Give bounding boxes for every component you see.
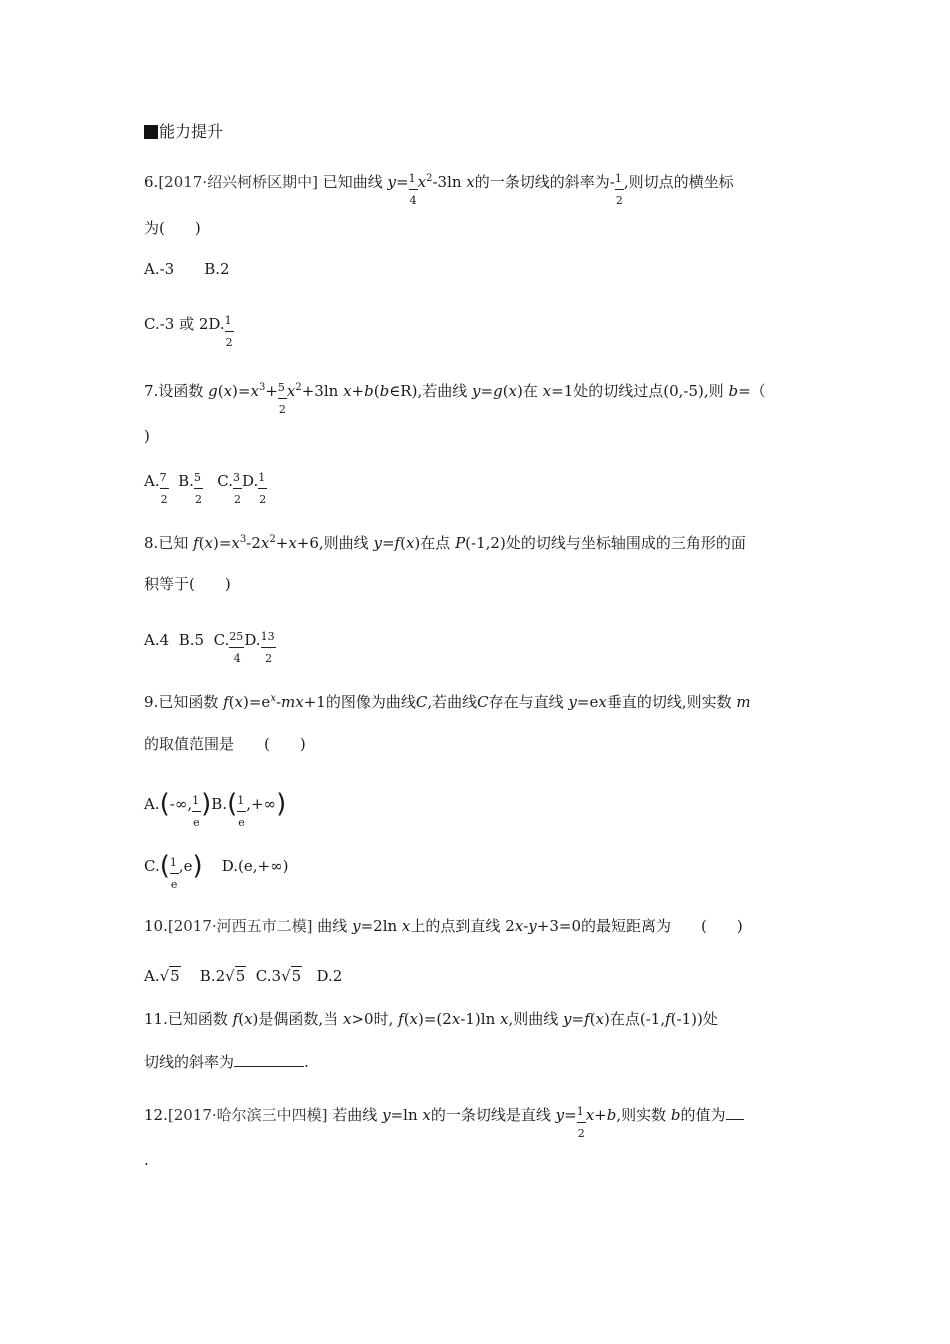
option-c[interactable]: C.-3 或 2 bbox=[144, 315, 209, 333]
formula: y=g(x) bbox=[472, 382, 523, 400]
answer-blank[interactable] bbox=[234, 1052, 304, 1067]
question-6-options-row-2 bbox=[144, 314, 234, 349]
square-bullet-icon bbox=[144, 125, 158, 139]
formula: $f(x)=e^x-mx+1$ bbox=[223, 693, 326, 711]
option-c[interactable]: C.( $\frac{1}{e}$ ,e) bbox=[144, 851, 203, 891]
question-text: 的一条切线的斜率为 bbox=[474, 173, 610, 191]
question-7-options bbox=[144, 471, 267, 506]
formula: f(x)=(2x-1)ln x bbox=[398, 1010, 509, 1028]
option-b[interactable]: B.( $\frac{1}{e}$ ,+∞) bbox=[211, 789, 287, 829]
formula: $f(x)=x^3-2x^2+x+6$ bbox=[193, 534, 319, 552]
question-9-line-1: 9.已知函数 $f(x)=e^x-mx+1$的图像为曲线C,若曲线C存在与直线 y=ex垂直的切线,则实数 m bbox=[144, 693, 751, 711]
question-6-options-row-1 bbox=[144, 259, 230, 279]
question-8-line-1 bbox=[144, 533, 746, 553]
question-text: 是偶函数,当 bbox=[258, 1010, 339, 1028]
question-number: 6. bbox=[144, 173, 159, 191]
option-b[interactable]: B.5 bbox=[178, 631, 205, 649]
question-text: 的取值范围是 ( ) bbox=[144, 735, 306, 753]
question-text: 上的点到直线 bbox=[410, 917, 501, 935]
formula: y= $\frac{1}{4}$ $x^2-3\ln$ x bbox=[387, 172, 475, 207]
formula: x>0 bbox=[342, 1010, 374, 1028]
question-text: 的值为 bbox=[680, 1106, 726, 1124]
formula: - $\frac{1}{2}$ bbox=[609, 172, 623, 207]
question-10-line-1 bbox=[144, 916, 743, 936]
formula: $g(x)=x^3+$ $\frac{5}{2}$ $x^2+3\ln$ x+b(b∈R) bbox=[208, 381, 418, 416]
option-d[interactable]: D. $\frac{13}{2}$ bbox=[244, 630, 275, 665]
question-number: 11. bbox=[144, 1010, 168, 1028]
answer-blank[interactable] bbox=[726, 1105, 744, 1120]
question-text: 已知曲线 bbox=[322, 173, 383, 191]
question-text: 处的切线与坐标轴围成的三角形的面 bbox=[505, 534, 746, 552]
option-c[interactable]: C.3√5 bbox=[255, 967, 302, 985]
question-text: 的一条切线是直线 bbox=[430, 1106, 551, 1124]
question-12-line-2 bbox=[144, 1150, 149, 1170]
formula: y=ex bbox=[568, 693, 607, 711]
option-d[interactable]: D.(e,+∞) bbox=[221, 857, 289, 875]
question-text: 在点 bbox=[420, 534, 451, 552]
question-8-line-2 bbox=[144, 574, 231, 594]
option-b[interactable]: B. $\frac{5}{2}$ bbox=[178, 471, 202, 506]
option-d[interactable]: D.2 bbox=[316, 967, 343, 985]
question-9-options-row-1 bbox=[144, 789, 287, 829]
option-d[interactable]: D. $\frac{1}{2}$ bbox=[241, 471, 267, 506]
question-text: ,则切点的横坐标 bbox=[623, 173, 734, 191]
question-number: 7. bbox=[144, 382, 159, 400]
question-text: ,若曲线 bbox=[427, 693, 478, 711]
formula: y= $\frac{1}{2}$ x+b bbox=[555, 1105, 617, 1140]
option-c[interactable]: C. $\frac{3}{2}$ bbox=[217, 471, 241, 506]
question-text: 处的切线过点(0,-5),则 bbox=[573, 382, 724, 400]
formula: y=f(x) bbox=[563, 1010, 610, 1028]
formula: y=f(x) bbox=[373, 534, 421, 552]
question-text: 垂直的切线,则实数 bbox=[606, 693, 732, 711]
question-text: 在点(-1, bbox=[609, 1010, 666, 1028]
section-header bbox=[144, 122, 223, 142]
section-title: 能力提升 bbox=[159, 122, 224, 141]
question-7-line-1 bbox=[144, 381, 766, 416]
question-text: 若曲线 bbox=[332, 1106, 378, 1124]
question-text: 处 bbox=[702, 1010, 718, 1028]
formula: f(-1)) bbox=[665, 1010, 703, 1028]
option-a[interactable]: A.(-∞, $\frac{1}{e}$ ) bbox=[144, 789, 212, 829]
question-text: 在 bbox=[522, 382, 538, 400]
question-9-options-row-2 bbox=[144, 851, 289, 891]
question-text: 为( ) bbox=[144, 219, 201, 237]
question-text: 已知 bbox=[158, 534, 189, 552]
question-text: 已知函数 bbox=[158, 693, 219, 711]
question-6-line-2 bbox=[144, 218, 201, 238]
question-number: 9. bbox=[144, 693, 159, 711]
question-text: 设函数 bbox=[158, 382, 204, 400]
option-c[interactable]: C. $\frac{25}{4}$ bbox=[213, 630, 244, 665]
question-7-line-2 bbox=[144, 426, 150, 446]
formula: f(x) bbox=[232, 1010, 259, 1028]
question-text: 存在与直线 bbox=[488, 693, 564, 711]
option-a[interactable]: A. $\frac{7}{2}$ bbox=[144, 471, 168, 506]
question-text: ,则实数 bbox=[616, 1106, 667, 1124]
question-9-line-2 bbox=[144, 734, 306, 754]
question-number: 8. bbox=[144, 534, 159, 552]
question-text: 切线的斜率为 bbox=[144, 1053, 235, 1071]
question-source: [2017·绍兴柯桥区期中] bbox=[158, 173, 318, 191]
question-text: 已知函数 bbox=[167, 1010, 228, 1028]
question-8-options bbox=[144, 630, 276, 665]
formula: y=ln x bbox=[382, 1106, 431, 1124]
option-a[interactable]: A.√5 bbox=[144, 967, 180, 985]
question-text: 的最短距离为 ( ) bbox=[581, 917, 743, 935]
formula: y=2ln x bbox=[352, 917, 411, 935]
question-text: 曲线 bbox=[317, 917, 348, 935]
question-text: 时, bbox=[373, 1010, 394, 1028]
formula: b=（ bbox=[728, 382, 766, 400]
question-text: . bbox=[304, 1053, 309, 1071]
question-text: ) bbox=[144, 427, 150, 445]
formula: x=1 bbox=[542, 382, 574, 400]
question-11-line-1 bbox=[144, 1009, 718, 1029]
question-11-line-2 bbox=[144, 1052, 309, 1072]
option-b[interactable]: B.2√5 bbox=[199, 967, 246, 985]
question-text: ,则曲线 bbox=[508, 1010, 559, 1028]
question-number: 10. bbox=[144, 917, 168, 935]
question-text: ,则曲线 bbox=[318, 534, 369, 552]
formula: P(-1,2) bbox=[455, 534, 506, 552]
question-source: [2017·哈尔滨三中四模] bbox=[167, 1106, 328, 1124]
question-number: 12. bbox=[144, 1106, 168, 1124]
option-a[interactable]: A.4 bbox=[144, 631, 170, 649]
option-a[interactable]: A.-3 bbox=[144, 260, 175, 278]
option-d[interactable]: D. $\frac{1}{2}$ bbox=[208, 314, 233, 349]
question-6-line-1 bbox=[144, 172, 734, 207]
question-source: [2017·河西五市二模] bbox=[167, 917, 313, 935]
question-text: 积等于( ) bbox=[144, 575, 231, 593]
formula: 2x-y+3=0 bbox=[505, 917, 581, 935]
question-text: 的图像为曲线 bbox=[325, 693, 416, 711]
question-text: . bbox=[144, 1151, 149, 1169]
question-text: ,若曲线 bbox=[417, 382, 468, 400]
question-10-options bbox=[144, 966, 342, 986]
question-12-line-1: 12.[2017·哈尔滨三中四模] 若曲线 y=ln x的一条切线是直线 y= $\frac{1}{2}$ x+b,则实数 b的值为 bbox=[144, 1105, 744, 1125]
option-b[interactable]: B.2 bbox=[204, 260, 230, 278]
